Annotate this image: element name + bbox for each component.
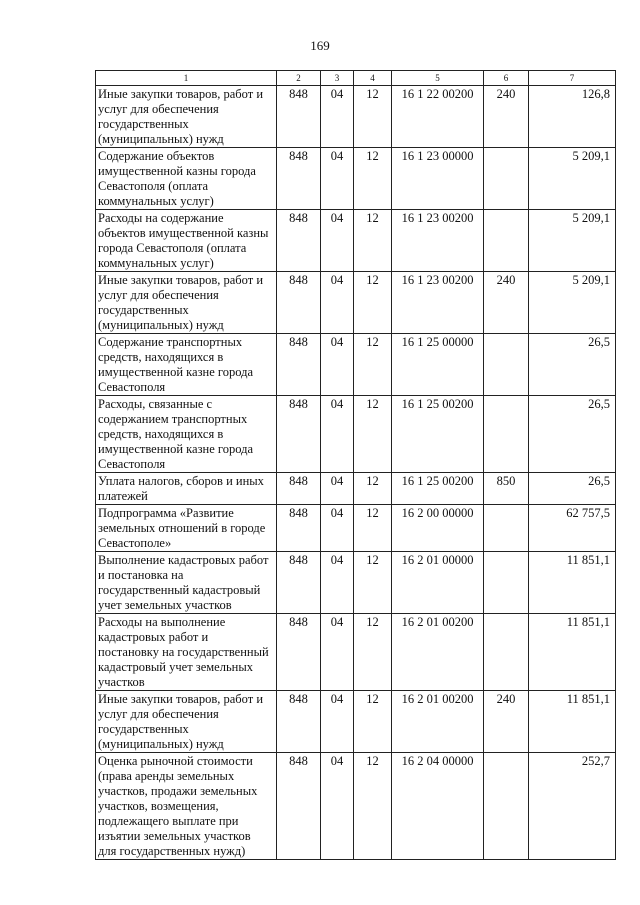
row-vr-cell: 240 (484, 272, 529, 334)
row-rz-cell: 04 (321, 396, 354, 473)
row-csr-cell: 16 1 25 00200 (392, 473, 484, 505)
row-csr-cell: 16 1 25 00200 (392, 396, 484, 473)
table-row (96, 753, 616, 860)
row-ved-cell: 848 (277, 148, 321, 210)
row-rz-cell: 04 (321, 272, 354, 334)
row-vr-cell (484, 210, 529, 272)
row-csr-cell: 16 1 23 00200 (392, 272, 484, 334)
row-pr-cell: 12 (354, 753, 392, 860)
row-rz-cell: 04 (321, 473, 354, 505)
column-header: 6 (484, 71, 529, 86)
row-vr-cell (484, 505, 529, 552)
row-name-cell: Расходы на выполнение кадастровых работ и постановку на государственный кадастровый учет земельных участков (96, 614, 277, 691)
row-ved-cell: 848 (277, 552, 321, 614)
table-body (96, 86, 616, 860)
row-sum-cell: 26,5 (529, 334, 616, 396)
row-rz-cell: 04 (321, 334, 354, 396)
row-name-cell: Содержание транспортных средств, находящихся в имущественной казне города Севастополя (96, 334, 277, 396)
row-ved-cell: 848 (277, 272, 321, 334)
row-pr-cell: 12 (354, 552, 392, 614)
table-row (96, 505, 616, 552)
row-rz-cell: 04 (321, 148, 354, 210)
row-sum-cell: 5 209,1 (529, 148, 616, 210)
row-vr-cell: 850 (484, 473, 529, 505)
table-row (96, 614, 616, 691)
table-row (96, 691, 616, 753)
row-csr-cell: 16 1 23 00000 (392, 148, 484, 210)
row-csr-cell: 16 2 01 00000 (392, 552, 484, 614)
row-vr-cell (484, 148, 529, 210)
row-name-cell: Выполнение кадастровых работ и постановка на государственный кадастровый учет земельных участков (96, 552, 277, 614)
row-vr-cell (484, 614, 529, 691)
row-name-cell: Иные закупки товаров, работ и услуг для обеспечения государственных (муниципальных) нужд (96, 272, 277, 334)
table-row (96, 334, 616, 396)
row-csr-cell: 16 2 00 00000 (392, 505, 484, 552)
row-sum-cell: 11 851,1 (529, 552, 616, 614)
table-row (96, 272, 616, 334)
row-pr-cell: 12 (354, 396, 392, 473)
table-row (96, 552, 616, 614)
row-csr-cell: 16 1 23 00200 (392, 210, 484, 272)
row-sum-cell: 252,7 (529, 753, 616, 860)
column-header: 1 (96, 71, 277, 86)
row-name-cell: Расходы, связанные с содержанием транспортных средств, находящихся в имущественной казне города Севастополя (96, 396, 277, 473)
row-name-cell: Иные закупки товаров, работ и услуг для обеспечения государственных (муниципальных) нужд (96, 86, 277, 148)
row-sum-cell: 62 757,5 (529, 505, 616, 552)
row-sum-cell: 5 209,1 (529, 210, 616, 272)
row-pr-cell: 12 (354, 505, 392, 552)
row-pr-cell: 12 (354, 473, 392, 505)
row-vr-cell: 240 (484, 86, 529, 148)
row-pr-cell: 12 (354, 272, 392, 334)
row-csr-cell: 16 1 22 00200 (392, 86, 484, 148)
row-sum-cell: 11 851,1 (529, 614, 616, 691)
row-rz-cell: 04 (321, 614, 354, 691)
table-row (96, 86, 616, 148)
row-pr-cell: 12 (354, 691, 392, 753)
row-ved-cell: 848 (277, 505, 321, 552)
row-vr-cell (484, 334, 529, 396)
table-row (96, 473, 616, 505)
row-csr-cell: 16 2 04 00000 (392, 753, 484, 860)
row-ved-cell: 848 (277, 86, 321, 148)
row-rz-cell: 04 (321, 505, 354, 552)
row-rz-cell: 04 (321, 86, 354, 148)
row-pr-cell: 12 (354, 148, 392, 210)
budget-table (95, 70, 616, 860)
row-vr-cell (484, 552, 529, 614)
page-number: 169 (310, 38, 330, 53)
row-ved-cell: 848 (277, 691, 321, 753)
row-name-cell: Расходы на содержание объектов имущественной казны города Севастополя (оплата коммунальных услуг) (96, 210, 277, 272)
table-header-row (96, 71, 616, 86)
row-rz-cell: 04 (321, 691, 354, 753)
row-name-cell: Иные закупки товаров, работ и услуг для обеспечения государственных (муниципальных) нужд (96, 691, 277, 753)
row-ved-cell: 848 (277, 334, 321, 396)
row-rz-cell: 04 (321, 210, 354, 272)
row-ved-cell: 848 (277, 396, 321, 473)
row-name-cell: Подпрограмма «Развитие земельных отношений в городе Севастополе» (96, 505, 277, 552)
row-ved-cell: 848 (277, 473, 321, 505)
row-pr-cell: 12 (354, 210, 392, 272)
row-sum-cell: 11 851,1 (529, 691, 616, 753)
row-sum-cell: 26,5 (529, 473, 616, 505)
row-vr-cell (484, 753, 529, 860)
row-csr-cell: 16 2 01 00200 (392, 691, 484, 753)
column-header: 4 (354, 71, 392, 86)
row-rz-cell: 04 (321, 753, 354, 860)
table-row (96, 396, 616, 473)
row-rz-cell: 04 (321, 552, 354, 614)
row-sum-cell: 126,8 (529, 86, 616, 148)
table-row (96, 210, 616, 272)
column-header: 5 (392, 71, 484, 86)
row-sum-cell: 5 209,1 (529, 272, 616, 334)
table-row (96, 148, 616, 210)
row-name-cell: Содержание объектов имущественной казны города Севастополя (оплата коммунальных услуг) (96, 148, 277, 210)
column-header: 7 (529, 71, 616, 86)
row-name-cell: Оценка рыночной стоимости (права аренды земельных участков, продажи земельных участков, возмещения, подлежащего выплате при изъятии земельных участков для государственных нужд) (96, 753, 277, 860)
row-ved-cell: 848 (277, 614, 321, 691)
row-csr-cell: 16 1 25 00000 (392, 334, 484, 396)
row-pr-cell: 12 (354, 86, 392, 148)
row-pr-cell: 12 (354, 614, 392, 691)
column-header: 2 (277, 71, 321, 86)
row-csr-cell: 16 2 01 00200 (392, 614, 484, 691)
row-name-cell: Уплата налогов, сборов и иных платежей (96, 473, 277, 505)
row-vr-cell (484, 396, 529, 473)
column-header: 3 (321, 71, 354, 86)
row-sum-cell: 26,5 (529, 396, 616, 473)
row-vr-cell: 240 (484, 691, 529, 753)
row-ved-cell: 848 (277, 210, 321, 272)
row-ved-cell: 848 (277, 753, 321, 860)
row-pr-cell: 12 (354, 334, 392, 396)
